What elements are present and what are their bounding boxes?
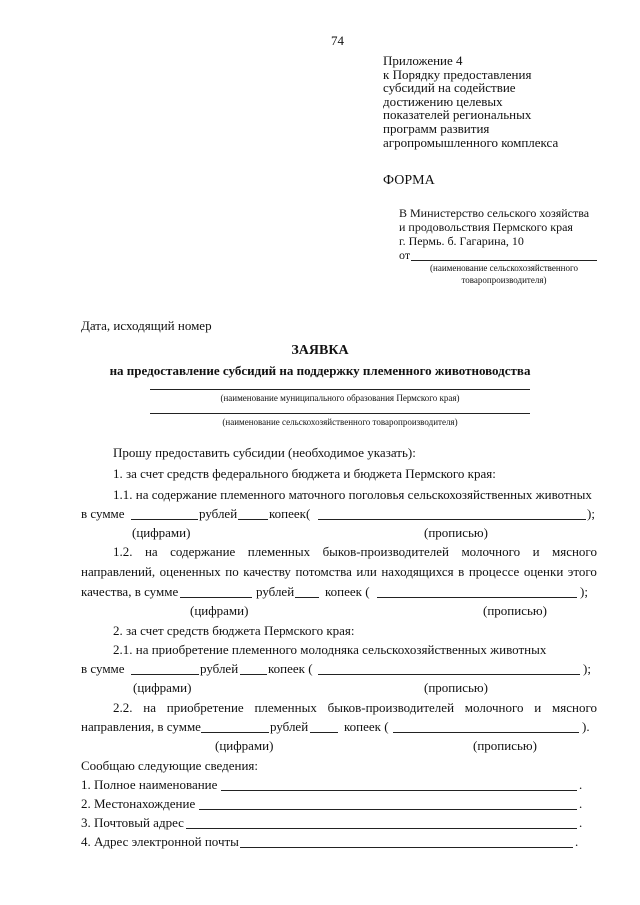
- word: находящихся: [381, 564, 454, 579]
- appendix-line: достижению целевых: [383, 93, 503, 109]
- word: 1.2.: [113, 544, 133, 559]
- item-2-2-words-field[interactable]: [393, 732, 579, 733]
- word: быков-производителей: [322, 544, 449, 559]
- form-label: ФОРМА: [383, 173, 435, 188]
- word: по: [225, 564, 239, 579]
- word: мясного: [552, 544, 597, 559]
- item-1-1-text: 1.1. на содержание племенного маточного поголовья сельскохозяйственных животных: [113, 487, 592, 502]
- item-1-2-amount-prefix: качества, в сумме: [81, 584, 179, 599]
- info-end: .: [579, 777, 583, 792]
- item-1-2-kop-label: копеек (: [325, 584, 370, 599]
- word: процессе: [468, 564, 520, 579]
- word: оценки: [523, 564, 564, 579]
- municipality-caption: (наименование муниципального образования Пермского края): [220, 393, 460, 403]
- municipality-field[interactable]: [150, 389, 530, 390]
- appendix-line: к Порядку предоставления: [383, 66, 532, 82]
- section2-heading: 2. за счет средств бюджета Пермского края:: [113, 623, 355, 638]
- word: быков-производителей: [327, 700, 455, 715]
- info-label-location: 2. Местонахождение: [81, 796, 196, 811]
- item-2-2-line1: [113, 700, 597, 716]
- appendix-block: [383, 54, 558, 149]
- appendix-line: агропромышленного комплекса: [383, 134, 559, 150]
- info-intro: Сообщаю следующие сведения:: [81, 758, 259, 773]
- item-1-1-end: );: [587, 506, 595, 521]
- from-label: от: [399, 248, 411, 262]
- item-1-1-kop-label: копеек(: [269, 506, 311, 521]
- request-intro: Прошу предоставить субсидии (необходимое указать):: [113, 445, 416, 460]
- item-1-2-digits-caption: (цифрами): [190, 603, 249, 618]
- item-1-2-rub-label: рублей: [256, 584, 295, 599]
- appendix-line: субсидий на содействие: [383, 80, 516, 96]
- item-2-1-end: );: [583, 661, 591, 676]
- item-2-2-kop-field[interactable]: [310, 732, 338, 733]
- info-label-email: 4. Адрес электронной почты: [81, 834, 239, 849]
- item-2-2-rub-field[interactable]: [201, 732, 269, 733]
- item-1-2-line2: [81, 564, 597, 580]
- word: и: [534, 700, 542, 715]
- item-2-1-rub-label: рублей: [200, 661, 239, 676]
- word: направлений,: [81, 564, 156, 579]
- addressee-block: [399, 206, 589, 248]
- item-1-1-rub-field[interactable]: [131, 519, 198, 520]
- section1-heading: 1. за счет средств федерального бюджета и бюджета Пермского края:: [113, 466, 496, 481]
- item-1-1-rub-label: рублей: [199, 506, 238, 521]
- item-1-1-words-caption: (прописью): [424, 525, 488, 540]
- item-1-2-end: );: [580, 584, 588, 599]
- appendix-line: Приложение 4: [383, 53, 463, 68]
- email-field[interactable]: [240, 847, 573, 848]
- word: на: [143, 700, 156, 715]
- from-caption: товаропроизводителя): [461, 275, 547, 285]
- word: качеству: [243, 564, 291, 579]
- item-1-2-line1: [113, 544, 597, 560]
- item-2-1-amount-prefix: в сумме: [81, 661, 125, 676]
- info-label-postal-address: 3. Почтовый адрес: [81, 815, 184, 830]
- addressee-line: и продовольствия Пермского края: [399, 220, 573, 234]
- item-2-2-end: ).: [582, 719, 590, 734]
- item-1-1-digits-caption: (цифрами): [132, 525, 191, 540]
- item-1-1-amount-prefix: в сумме: [81, 506, 125, 521]
- item-2-1-text: 2.1. на приобретение племенного молодняка сельскохозяйственных животных: [113, 642, 547, 657]
- word: потомства: [295, 564, 352, 579]
- word: молочного: [461, 544, 521, 559]
- item-1-2-rub-field[interactable]: [180, 597, 252, 598]
- word: оцененных: [159, 564, 221, 579]
- date-number-label: Дата, исходящий номер: [81, 318, 212, 333]
- info-end: .: [579, 796, 583, 811]
- from-caption: (наименование сельскохозяйственного: [430, 263, 578, 273]
- info-label-full-name: 1. Полное наименование: [81, 777, 218, 792]
- word: на: [144, 544, 158, 559]
- item-2-2-amount-prefix: направления, в сумме: [81, 719, 201, 734]
- info-end: .: [575, 834, 579, 849]
- info-end: .: [579, 815, 583, 830]
- word: мясного: [552, 700, 597, 715]
- location-field[interactable]: [199, 809, 577, 810]
- item-2-1-kop-label: копеек (: [268, 661, 313, 676]
- addressee-line: г. Пермь. б. Гагарина, 10: [399, 234, 524, 248]
- item-1-2-words-field[interactable]: [377, 597, 577, 598]
- addressee-line: В Министерство сельского хозяйства: [399, 206, 590, 220]
- producer-field[interactable]: [150, 413, 530, 414]
- word: 2.2.: [113, 700, 133, 715]
- appendix-line: показателей региональных: [383, 107, 532, 123]
- item-1-2-words-caption: (прописью): [483, 603, 547, 618]
- item-1-1-words-field[interactable]: [318, 519, 586, 520]
- item-1-2-kop-field[interactable]: [295, 597, 319, 598]
- word: и: [532, 544, 540, 559]
- word: племенных: [247, 544, 311, 559]
- from-field[interactable]: [411, 260, 597, 261]
- item-2-2-words-caption: (прописью): [473, 738, 537, 753]
- item-1-1-kop-field[interactable]: [238, 519, 268, 520]
- item-2-1-words-field[interactable]: [318, 674, 580, 675]
- document-subtitle: на предоставление субсидий на поддержку племенного животноводства: [109, 363, 531, 378]
- item-2-1-digits-caption: (цифрами): [133, 680, 192, 695]
- full-name-field[interactable]: [221, 790, 577, 791]
- postal-address-field[interactable]: [186, 828, 577, 829]
- word: племенных: [254, 700, 317, 715]
- item-2-2-rub-label: рублей: [270, 719, 309, 734]
- item-2-1-words-caption: (прописью): [424, 680, 488, 695]
- item-2-2-kop-label: копеек (: [344, 719, 389, 734]
- item-2-2-digits-caption: (цифрами): [215, 738, 274, 753]
- word: этого: [567, 564, 597, 579]
- producer-caption: (наименование сельскохозяйственного товаропроизводителя): [222, 417, 458, 427]
- page-number: 74: [331, 33, 344, 48]
- word: в: [458, 564, 465, 579]
- word: молочного: [464, 700, 524, 715]
- document-title: ЗАЯВКА: [291, 343, 349, 358]
- item-2-1-kop-field[interactable]: [240, 674, 267, 675]
- word: приобретение: [166, 700, 244, 715]
- word: содержание: [170, 544, 236, 559]
- word: или: [356, 564, 377, 579]
- appendix-line: программ развития: [383, 120, 490, 136]
- item-2-1-rub-field[interactable]: [131, 674, 199, 675]
